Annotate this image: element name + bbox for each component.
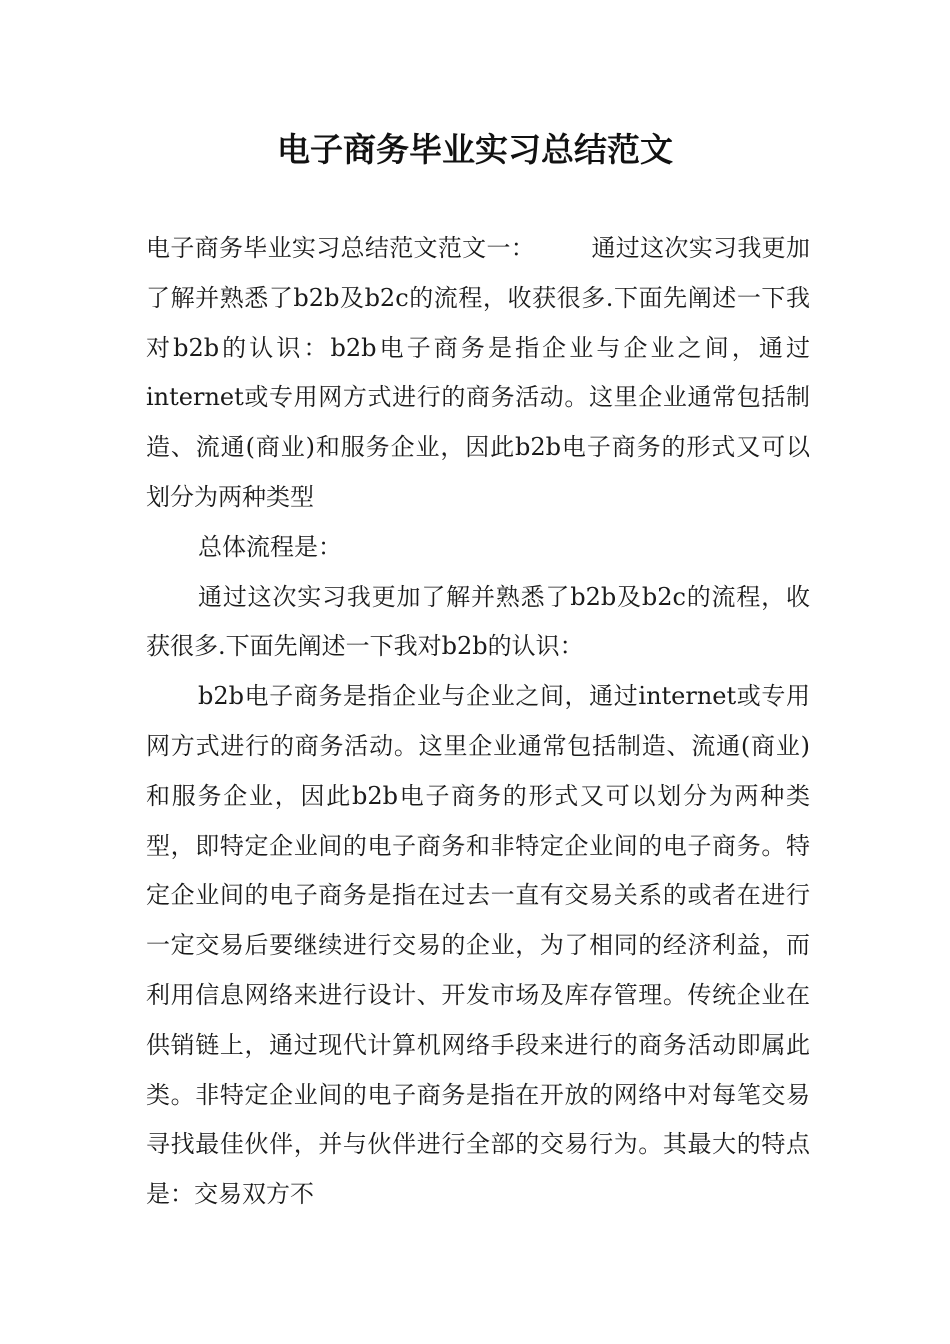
intro-text: 通过这次实习我更加了解并熟悉了b2b及b2c的流程，收获很多.下面先阐述一下我对b2b的认识：b2b电子商务是指企业与企业之间，通过internet或专用网方式进行的商务活动。这里企业通常包括制造、流通(商业)和服务企业，因此b2b电子商务的形式又可以划分为两种类型 xyxy=(146,234,811,511)
paragraph-b2b-definition: b2b电子商务是指企业与企业之间，通过internet或专用网方式进行的商务活动。这里企业通常包括制造、流通(商业)和服务企业，因此b2b电子商务的形式又可以划分为两种类型，即特定企业间的电子商务和非特定企业间的电子商务。特定企业间的电子商务是指在过去一直有交易关系的或者在进行一定交易后要继续进行交易的企业，为了相同的经济利益，而利用信息网络来进行设计、开发市场及库存管理。传统企业在供销链上，通过现代计算机网络手段来进行的商务活动即属此类。非特定企业间的电子商务是指在开放的网络中对每笔交易寻找最佳伙伴，并与伙伴进行全部的交易行为。其最大的特点是：交易双方不 xyxy=(146,682,810,1209)
paragraph-summary: 通过这次实习我更加了解并熟悉了b2b及b2c的流程，收获很多.下面先阐述一下我对b2b的认识： xyxy=(146,582,810,661)
paragraph-flow-heading: 总体流程是： xyxy=(198,532,342,561)
intro-heading: 电子商务毕业实习总结范文范文一： xyxy=(146,234,536,262)
document-body xyxy=(146,224,810,1220)
intro-paragraph xyxy=(146,224,810,523)
document-title: 电子商务毕业实习总结范文 xyxy=(277,130,673,169)
